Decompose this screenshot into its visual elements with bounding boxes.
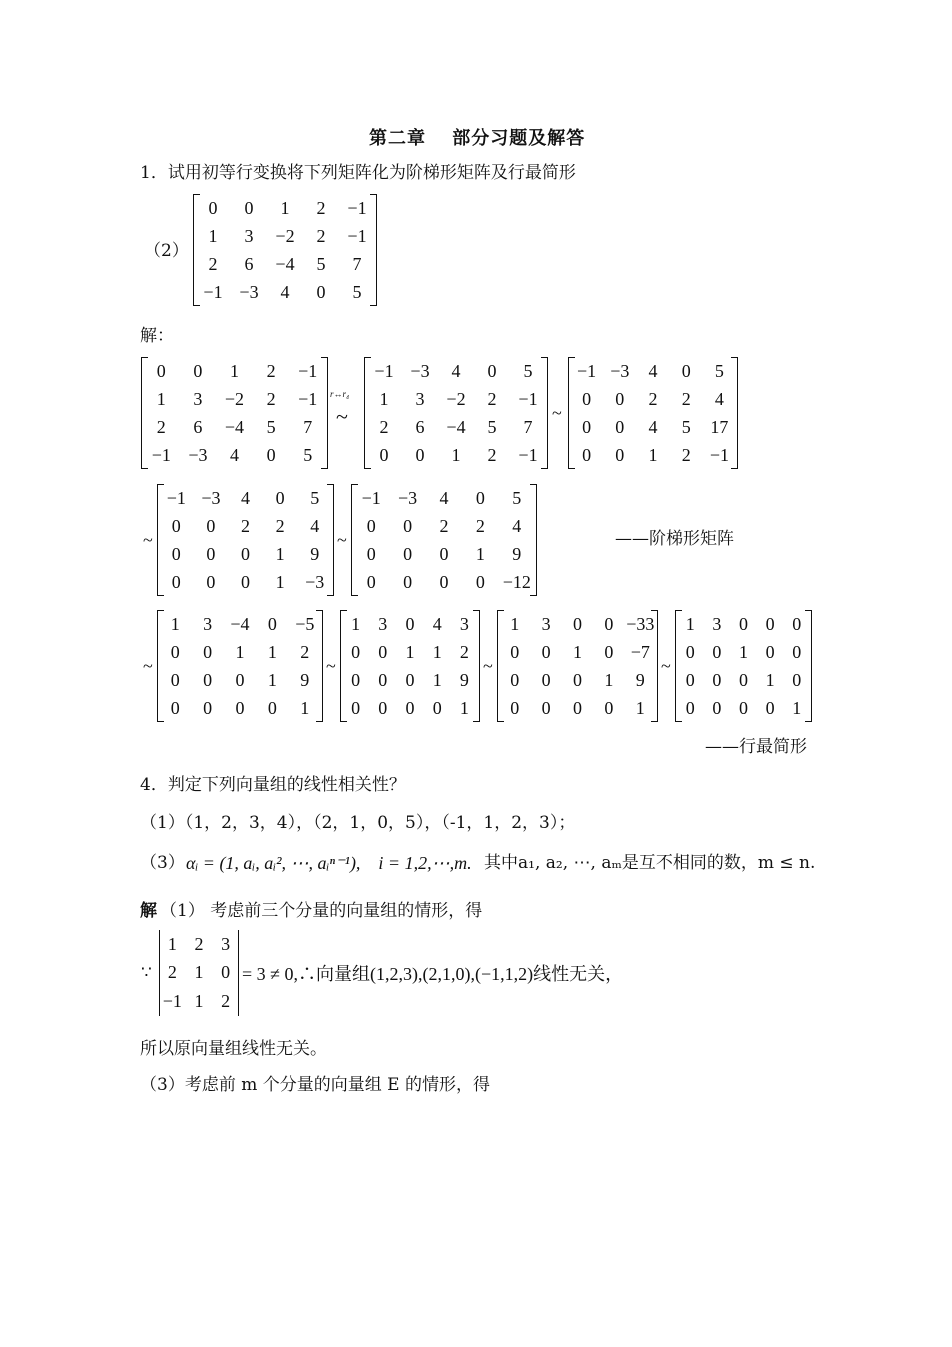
matrix-cell: −12 (502, 571, 531, 592)
solution-label: 解： (140, 326, 174, 346)
matrix-cell: 1 (510, 613, 520, 634)
equivalence-sign: ~ (143, 530, 153, 550)
matrix-cell: 1 (475, 543, 485, 564)
matrix-cell: 0 (604, 613, 614, 634)
matrix-cell: 0 (792, 613, 802, 634)
matrix-cell: 1 (267, 641, 277, 662)
matrix-cell: 1 (432, 641, 442, 662)
matrix-cell: −2 (275, 225, 295, 246)
matrix-cell: −1 (298, 388, 318, 409)
matrix-cell: 0 (475, 487, 485, 508)
matrix-cell: −2 (446, 388, 466, 409)
matrix-cell: 1 (604, 669, 614, 690)
matrix-cell: 2 (648, 388, 658, 409)
matrix-cell: 0 (582, 416, 592, 437)
matrix-cell: −3 (201, 487, 221, 508)
matrix-cell: 0 (170, 641, 180, 662)
matrix-cell: −3 (239, 281, 259, 302)
matrix-cell: 5 (512, 487, 522, 508)
matrix-cell: 0 (510, 669, 520, 690)
matrix-cell: 2 (275, 515, 285, 536)
matrix-cell: −1 (709, 444, 729, 465)
matrix-cell: 7 (523, 416, 533, 437)
equivalence-sign: ~ (552, 403, 562, 423)
matrix-cell: 0 (378, 641, 388, 662)
step-matrix-8 (499, 610, 656, 722)
matrix-cell: −1 (162, 991, 182, 1012)
matrix-cell: 9 (635, 669, 645, 690)
determinant (159, 930, 239, 1016)
matrix-cell: 3 (203, 613, 213, 634)
matrix-cell: 0 (572, 697, 582, 718)
matrix-cell: 2 (681, 388, 691, 409)
matrix-cell: 6 (415, 416, 425, 437)
matrix-cell: 0 (170, 697, 180, 718)
matrix-cell: 0 (405, 613, 415, 634)
matrix-cell: 0 (765, 613, 775, 634)
matrix-cell: −4 (224, 416, 245, 437)
matrix-cell: 0 (439, 571, 449, 592)
matrix-cell: 0 (366, 571, 376, 592)
matrix-cell: 4 (240, 487, 250, 508)
matrix-cell: 0 (351, 641, 361, 662)
matrix-cell: 0 (487, 360, 497, 381)
step-matrix-4 (159, 484, 332, 596)
matrix-cell: 4 (310, 515, 320, 536)
matrix-cell: 0 (351, 697, 361, 718)
matrix-cell: 1 (792, 697, 802, 718)
matrix-cell: 1 (275, 571, 285, 592)
matrix-cell: −3 (410, 360, 430, 381)
question-4-part-1: （1）（1，2，3，4），（2，1，0，5），（-1，1，2，3）； (140, 813, 576, 833)
matrix-cell: 0 (403, 515, 413, 536)
matrix-cell: 1 (648, 444, 658, 465)
matrix-cell: −2 (224, 388, 245, 409)
matrix-cell: 0 (235, 669, 245, 690)
matrix-cell: 0 (738, 669, 748, 690)
question-1-prompt: 1．试用初等行变换将下列矩阵化为阶梯形矩阵及行最简形 (140, 163, 576, 183)
matrix-cell: 0 (206, 543, 216, 564)
page-title: 第二章 部分习题及解答 (369, 128, 586, 149)
matrix-cell: 2 (487, 388, 497, 409)
part-3-solution-text: （3）考虑前 m 个分量的向量组 E 的情形，得 (140, 1075, 490, 1095)
matrix-cell: 0 (712, 641, 722, 662)
matrix-cell: 3 (193, 388, 203, 409)
rref-label: ——行最简形 (705, 737, 807, 757)
matrix-cell: −1 (166, 487, 186, 508)
question-4-part-3-label: （3） (140, 853, 185, 873)
matrix-cell: 2 (156, 416, 166, 437)
matrix-cell: 0 (203, 697, 213, 718)
matrix-cell: 1 (405, 641, 415, 662)
matrix-cell: 0 (266, 444, 276, 465)
matrix-cell: 2 (681, 444, 691, 465)
step-matrix-3 (570, 357, 736, 469)
matrix-cell: 1 (685, 613, 695, 634)
matrix-cell: 4 (451, 360, 461, 381)
matrix-cell: −1 (361, 487, 381, 508)
matrix-cell: −1 (577, 360, 597, 381)
matrix-cell: 2 (300, 641, 310, 662)
matrix-cell: 2 (208, 253, 218, 274)
step-matrix-2 (366, 357, 546, 469)
matrix-cell: 0 (510, 697, 520, 718)
matrix-cell: 5 (352, 281, 362, 302)
matrix-cell: 5 (310, 487, 320, 508)
matrix-cell: 0 (792, 669, 802, 690)
step-matrix-5 (353, 484, 535, 596)
matrix-cell: 0 (432, 697, 442, 718)
matrix-cell: 4 (280, 281, 290, 302)
matrix-cell: 0 (244, 197, 254, 218)
matrix-cell: 3 (541, 613, 551, 634)
matrix-cell: 0 (541, 669, 551, 690)
matrix-cell: 0 (792, 641, 802, 662)
matrix-cell: 0 (170, 669, 180, 690)
equivalence-sign: ~ (483, 656, 493, 676)
matrix-cell: 4 (648, 360, 658, 381)
matrix-cell: 1 (280, 197, 290, 218)
matrix-cell: 1 (635, 697, 645, 718)
matrix-cell: 0 (366, 543, 376, 564)
solution-bold-label: 解 (140, 901, 157, 921)
matrix-cell: −7 (630, 641, 650, 662)
matrix-cell: 5 (303, 444, 313, 465)
matrix-cell: −1 (151, 444, 171, 465)
matrix-cell: 0 (415, 444, 425, 465)
step-matrix-1 (143, 357, 326, 469)
matrix-cell: 2 (167, 962, 177, 983)
matrix-cell: 0 (582, 444, 592, 465)
equivalence-sign: ~ (326, 656, 336, 676)
matrix-cell: 1 (170, 613, 180, 634)
matrix-cell: −1 (347, 197, 367, 218)
matrix-cell: 2 (221, 991, 231, 1012)
matrix-cell: 6 (244, 253, 254, 274)
matrix-cell: 0 (738, 613, 748, 634)
matrix-cell: 7 (303, 416, 313, 437)
matrix-cell: −3 (305, 571, 325, 592)
matrix-cell: 4 (512, 515, 522, 536)
matrix-cell: 0 (171, 543, 181, 564)
matrix-cell: 1 (235, 641, 245, 662)
matrix-cell: 3 (221, 933, 231, 954)
matrix-cell: 1 (167, 933, 177, 954)
matrix-cell: 1 (267, 669, 277, 690)
determinant-result: = 3 ≠ 0,∴向量组(1,2,3),(2,1,0),(−1,1,2)线性无关， (242, 964, 624, 984)
matrix-cell: 6 (193, 416, 203, 437)
matrix-cell: 4 (714, 388, 724, 409)
matrix-cell: 1 (351, 613, 361, 634)
matrix-cell: 0 (685, 697, 695, 718)
matrix-cell: 9 (310, 543, 320, 564)
matrix-cell: 0 (405, 697, 415, 718)
matrix-cell: 2 (475, 515, 485, 536)
matrix-cell: −1 (518, 444, 538, 465)
matrix-cell: 0 (203, 641, 213, 662)
matrix-cell: 5 (523, 360, 533, 381)
matrix-cell: −1 (298, 360, 318, 381)
matrix-cell: 4 (648, 416, 658, 437)
echelon-label: ——阶梯形矩阵 (615, 529, 734, 549)
matrix-cell: 0 (582, 388, 592, 409)
matrix-cell: −1 (374, 360, 394, 381)
matrix-cell: 0 (240, 571, 250, 592)
matrix-cell: 0 (615, 444, 625, 465)
matrix-cell: 2 (240, 515, 250, 536)
matrix-cell: 0 (475, 571, 485, 592)
question-matrix (195, 194, 375, 306)
matrix-cell: 4 (229, 444, 239, 465)
matrix-cell: 0 (351, 669, 361, 690)
matrix-cell: −4 (230, 613, 250, 634)
matrix-cell: 3 (459, 613, 469, 634)
matrix-cell: 3 (244, 225, 254, 246)
matrix-cell: 0 (541, 641, 551, 662)
conclusion: 所以原向量组线性无关。 (140, 1039, 327, 1059)
matrix-cell: 9 (512, 543, 522, 564)
matrix-cell: −5 (295, 613, 315, 634)
matrix-cell: 0 (193, 360, 203, 381)
matrix-cell: 2 (439, 515, 449, 536)
equivalence-sign: ~ (336, 404, 348, 429)
matrix-cell: 5 (487, 416, 497, 437)
matrix-cell: 0 (712, 697, 722, 718)
matrix-cell: 0 (572, 613, 582, 634)
matrix-cell: 3 (378, 613, 388, 634)
matrix-cell: 0 (171, 571, 181, 592)
matrix-cell: 0 (208, 197, 218, 218)
matrix-cell: 2 (316, 225, 326, 246)
matrix-cell: 1 (738, 641, 748, 662)
matrix-cell: 0 (379, 444, 389, 465)
matrix-cell: 0 (738, 697, 748, 718)
matrix-cell: 0 (439, 543, 449, 564)
matrix-cell: 1 (379, 388, 389, 409)
matrix-cell: 9 (300, 669, 310, 690)
matrix-cell: 1 (765, 669, 775, 690)
matrix-cell: 0 (203, 669, 213, 690)
matrix-cell: 4 (432, 613, 442, 634)
matrix-cell: 5 (681, 416, 691, 437)
question-4-part-3-text: 其中a₁, a₂, ⋯, aₘ是互不相同的数，m ≤ n. (484, 853, 816, 873)
matrix-cell: 2 (379, 416, 389, 437)
matrix-cell: 1 (194, 991, 204, 1012)
matrix-cell: 0 (765, 641, 775, 662)
matrix-cell: 2 (266, 360, 276, 381)
matrix-cell: 0 (604, 641, 614, 662)
matrix-cell: 0 (681, 360, 691, 381)
matrix-cell: 0 (235, 697, 245, 718)
matrix-cell: 0 (240, 543, 250, 564)
equivalence-sign: ~ (661, 656, 671, 676)
matrix-cell: 0 (267, 613, 277, 634)
matrix-cell: 17 (710, 416, 729, 437)
matrix-cell: 0 (615, 388, 625, 409)
question-1-part-label: （2） (144, 241, 189, 261)
matrix-cell: 5 (714, 360, 724, 381)
matrix-cell: −3 (188, 444, 208, 465)
matrix-cell: 0 (156, 360, 166, 381)
matrix-cell: 0 (685, 669, 695, 690)
matrix-cell: 1 (194, 962, 204, 983)
matrix-cell: 2 (459, 641, 469, 662)
matrix-cell: 0 (378, 697, 388, 718)
equivalence-sign: ~ (337, 530, 347, 550)
matrix-cell: −1 (518, 388, 538, 409)
matrix-cell: 0 (572, 669, 582, 690)
matrix-cell: 1 (208, 225, 218, 246)
matrix-cell: 0 (275, 487, 285, 508)
matrix-cell: 0 (615, 416, 625, 437)
matrix-cell: −3 (398, 487, 418, 508)
matrix-cell: −4 (446, 416, 466, 437)
solution-part-1-text: （1） 考虑前三个分量的向量组的情形，得 (160, 901, 483, 921)
matrix-cell: 1 (432, 669, 442, 690)
matrix-cell: −3 (610, 360, 630, 381)
matrix-cell: 1 (572, 641, 582, 662)
matrix-cell: −1 (347, 225, 367, 246)
matrix-cell: 0 (541, 697, 551, 718)
step-matrix-6 (159, 610, 321, 722)
matrix-cell: 0 (206, 515, 216, 536)
row-swap-label: r↔r₄ (330, 389, 350, 399)
matrix-cell: 0 (316, 281, 326, 302)
matrix-cell: 0 (765, 697, 775, 718)
matrix-cell: 0 (685, 641, 695, 662)
matrix-cell: 2 (266, 388, 276, 409)
matrix-cell: −33 (626, 613, 655, 634)
matrix-cell: −1 (203, 281, 223, 302)
matrix-cell: 0 (403, 543, 413, 564)
matrix-cell: 1 (275, 543, 285, 564)
matrix-cell: 1 (300, 697, 310, 718)
matrix-cell: 7 (352, 253, 362, 274)
matrix-cell: 3 (415, 388, 425, 409)
matrix-cell: 3 (712, 613, 722, 634)
matrix-cell: 1 (459, 697, 469, 718)
matrix-cell: 9 (459, 669, 469, 690)
matrix-cell: 0 (378, 669, 388, 690)
matrix-cell: 0 (712, 669, 722, 690)
matrix-cell: 1 (156, 388, 166, 409)
matrix-cell: 1 (451, 444, 461, 465)
matrix-cell: 2 (487, 444, 497, 465)
matrix-cell: 0 (221, 962, 231, 983)
question-4-prompt: 4．判定下列向量组的线性相关性？ (140, 775, 406, 795)
matrix-cell: 4 (439, 487, 449, 508)
step-matrix-9 (677, 610, 810, 722)
matrix-cell: 0 (405, 669, 415, 690)
because-symbol: ∵ (141, 963, 152, 983)
matrix-cell: 0 (403, 571, 413, 592)
equivalence-sign: ~ (143, 656, 153, 676)
matrix-cell: 0 (267, 697, 277, 718)
matrix-cell: 0 (206, 571, 216, 592)
question-4-part-3-formula: αᵢ = (1, aᵢ, aᵢ², ⋯, aᵢⁿ⁻¹), i = 1,2,⋯,m. (186, 853, 472, 873)
matrix-cell: 0 (510, 641, 520, 662)
matrix-cell: 0 (366, 515, 376, 536)
matrix-cell: 2 (194, 933, 204, 954)
matrix-cell: 1 (229, 360, 239, 381)
matrix-cell: 5 (266, 416, 276, 437)
matrix-cell: 2 (316, 197, 326, 218)
matrix-cell: 0 (171, 515, 181, 536)
matrix-cell: −4 (275, 253, 295, 274)
matrix-cell: 5 (316, 253, 326, 274)
step-matrix-7 (342, 610, 478, 722)
matrix-cell: 0 (604, 697, 614, 718)
